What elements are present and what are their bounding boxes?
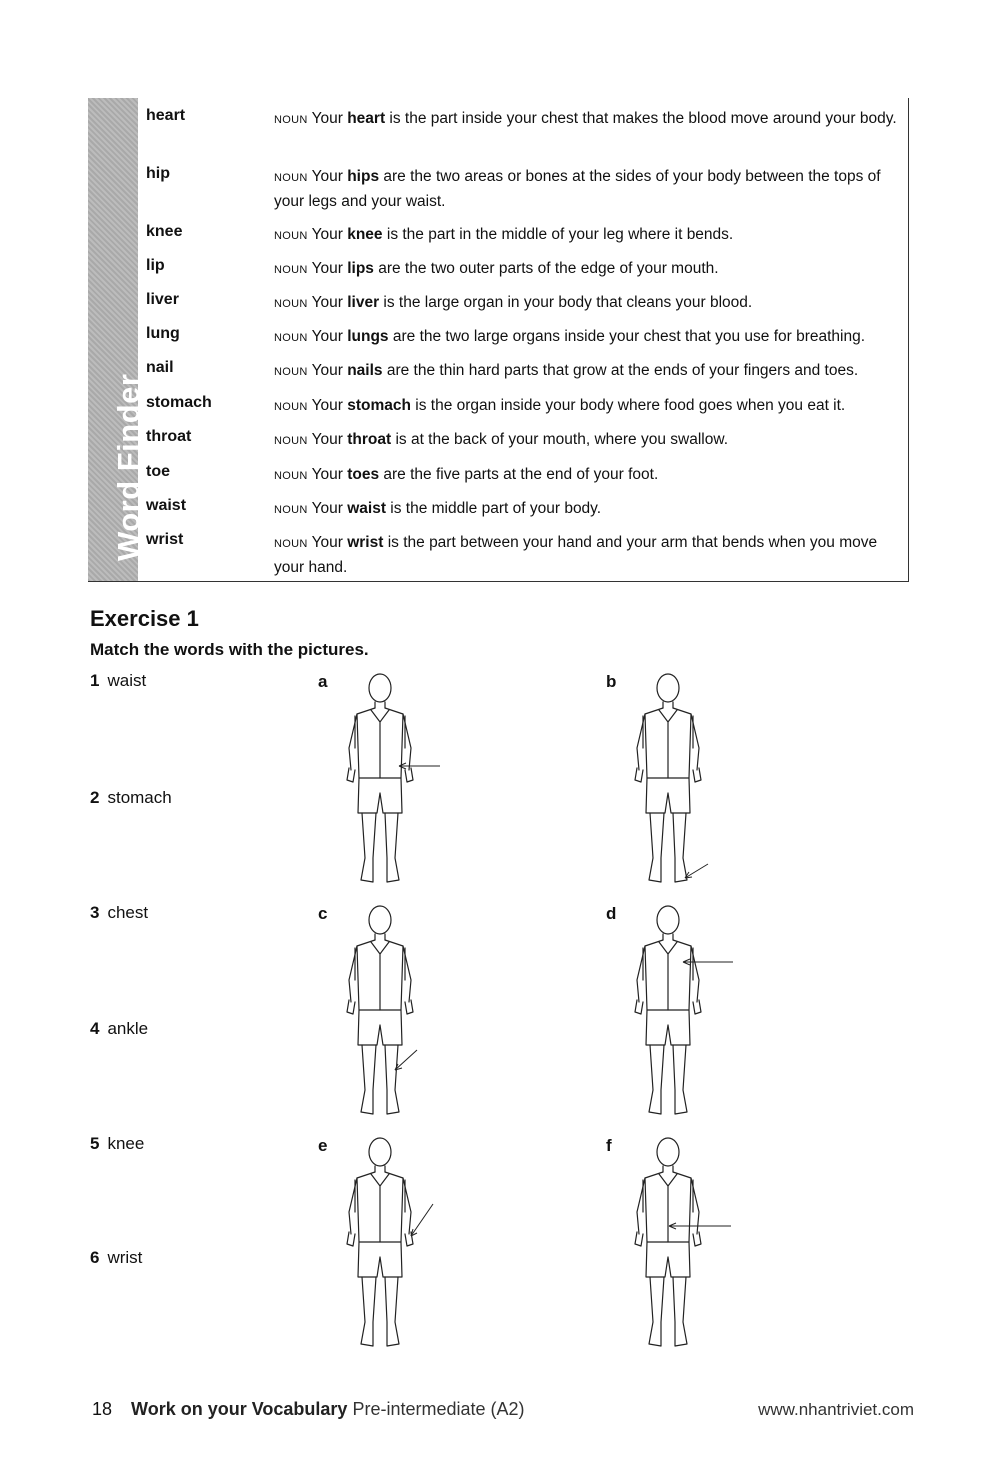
entry-word: liver [146,291,179,308]
def-keyword: nails [347,362,383,379]
entry-definition [274,325,904,350]
def-text: Your [311,168,348,185]
item-word: waist [107,671,147,690]
def-keyword: hips [347,168,380,185]
entry-definition [274,359,904,384]
def-text: Your [311,294,348,311]
body-figure-f [603,1132,733,1362]
entry-word: lip [146,257,165,274]
def-keyword: throat [347,431,392,448]
body-figure-e [315,1132,445,1362]
entry-definition [274,497,904,522]
item-word: wrist [107,1248,143,1267]
word-item-1 [90,671,146,691]
exercise-title: Exercise 1 [90,606,199,631]
entry-word: heart [146,107,186,124]
item-number: 1 [90,671,100,690]
entry-word: wrist [146,531,184,548]
body-figure-c [315,900,445,1130]
word-item-4 [90,1019,148,1039]
arrow-line [395,1050,417,1070]
body-illustration-icon [603,1132,733,1362]
def-text: are the two areas or bones at the sides of your body between the tops of your legs and your waist. [274,168,881,210]
body-illustration-icon [315,900,445,1130]
body-figure-a [315,668,445,898]
def-keyword: waist [347,500,386,517]
item-word: ankle [107,1019,149,1038]
body-illustration-icon [603,900,733,1130]
word-finder-title: Word Finder [111,373,146,561]
part-of-speech: NOUN [274,366,308,378]
item-word: stomach [107,788,172,807]
def-text: Your [311,260,348,277]
book-title: Work on your Vocabulary [131,1399,348,1419]
picture-letter-d: d [606,904,617,923]
part-of-speech: NOUN [274,538,308,550]
def-text: Your [311,226,348,243]
page-number: 18 [92,1399,113,1419]
word-finder-sidebar [88,98,146,581]
entry-word: waist [146,497,187,514]
def-keyword: liver [347,294,380,311]
picture-letter-c: c [318,904,328,923]
arrow-line [685,864,708,878]
entry-definition [274,223,904,248]
body-figure-b [603,668,733,898]
picture-letter-f: f [606,1136,612,1155]
entry-definition [274,257,904,282]
part-of-speech: NOUN [274,298,308,310]
part-of-speech: NOUN [274,172,308,184]
part-of-speech: NOUN [274,264,308,276]
body-illustration-icon [315,668,445,898]
def-text: Your [311,328,348,345]
word-item-5 [90,1134,144,1154]
def-text: Your [311,431,348,448]
def-text: Your [311,466,348,483]
def-keyword: toes [347,466,380,483]
def-text: Your [311,397,348,414]
entry-word: toe [146,463,170,480]
word-finder-box [88,98,909,582]
word-item-3 [90,903,148,923]
part-of-speech: NOUN [274,470,308,482]
entry-definition [274,394,904,419]
picture-letter-e: e [318,1136,328,1155]
entry-word: throat [146,428,192,445]
picture-letter-a: a [318,672,328,691]
def-text: is the middle part of your body. [385,500,602,517]
item-number: 5 [90,1134,100,1153]
body-figure-d [603,900,733,1130]
def-keyword: knee [347,226,383,243]
def-keyword: lips [347,260,374,277]
footer-website[interactable]: www.nhantriviet.com [758,1400,914,1419]
item-number: 6 [90,1248,100,1267]
entry-word: stomach [146,394,212,411]
body-illustration-icon [315,1132,445,1362]
def-text: are the two large organs inside your chest that you use for breathing. [388,328,866,345]
part-of-speech: NOUN [274,504,308,516]
part-of-speech: NOUN [274,401,308,413]
part-of-speech: NOUN [274,435,308,447]
def-text: is the organ inside your body where food goes when you eat it. [410,397,846,414]
arrow-line [411,1204,433,1236]
book-level: Pre-intermediate (A2) [352,1399,525,1419]
item-number: 2 [90,788,100,807]
def-text: Your [311,500,348,517]
item-word: knee [107,1134,145,1153]
entry-word: hip [146,165,170,182]
def-text: Your [311,362,348,379]
entry-definition [274,463,904,488]
entry-definition [274,531,904,580]
def-text: is the part inside your chest that makes the blood move around your body. [385,110,897,127]
picture-letter-b: b [606,672,617,691]
def-text: is the part between your hand and your arm that bends when you move your hand. [274,534,878,576]
item-number: 3 [90,903,100,922]
entry-word: nail [146,359,174,376]
def-text: are the five parts at the end of your foot. [379,466,659,483]
item-number: 4 [90,1019,100,1038]
def-text: Your [311,534,348,551]
def-keyword: wrist [347,534,384,551]
def-text: is the large organ in your body that cleans your blood. [379,294,753,311]
def-keyword: stomach [347,397,411,414]
footer-book-info [92,1399,525,1420]
entry-definition [274,165,904,214]
entry-definition [274,428,904,453]
exercise-instruction: Match the words with the pictures. [90,640,369,659]
def-keyword: heart [347,110,386,127]
def-text: is the part in the middle of your leg where it bends. [382,226,734,243]
def-text: are the thin hard parts that grow at the ends of your fingers and toes. [382,362,859,379]
body-illustration-icon [603,668,733,898]
part-of-speech: NOUN [274,230,308,242]
part-of-speech: NOUN [274,332,308,344]
entry-definition [274,291,904,316]
def-text: Your [311,110,348,127]
def-text: are the two outer parts of the edge of your mouth. [373,260,719,277]
word-item-2 [90,788,172,808]
entry-definition [274,107,904,132]
def-text: is at the back of your mouth, where you swallow. [391,431,729,448]
entry-word: knee [146,223,183,240]
entry-word: lung [146,325,180,342]
def-keyword: lungs [347,328,389,345]
part-of-speech: NOUN [274,114,308,126]
word-item-6 [90,1248,142,1268]
item-word: chest [107,903,149,922]
